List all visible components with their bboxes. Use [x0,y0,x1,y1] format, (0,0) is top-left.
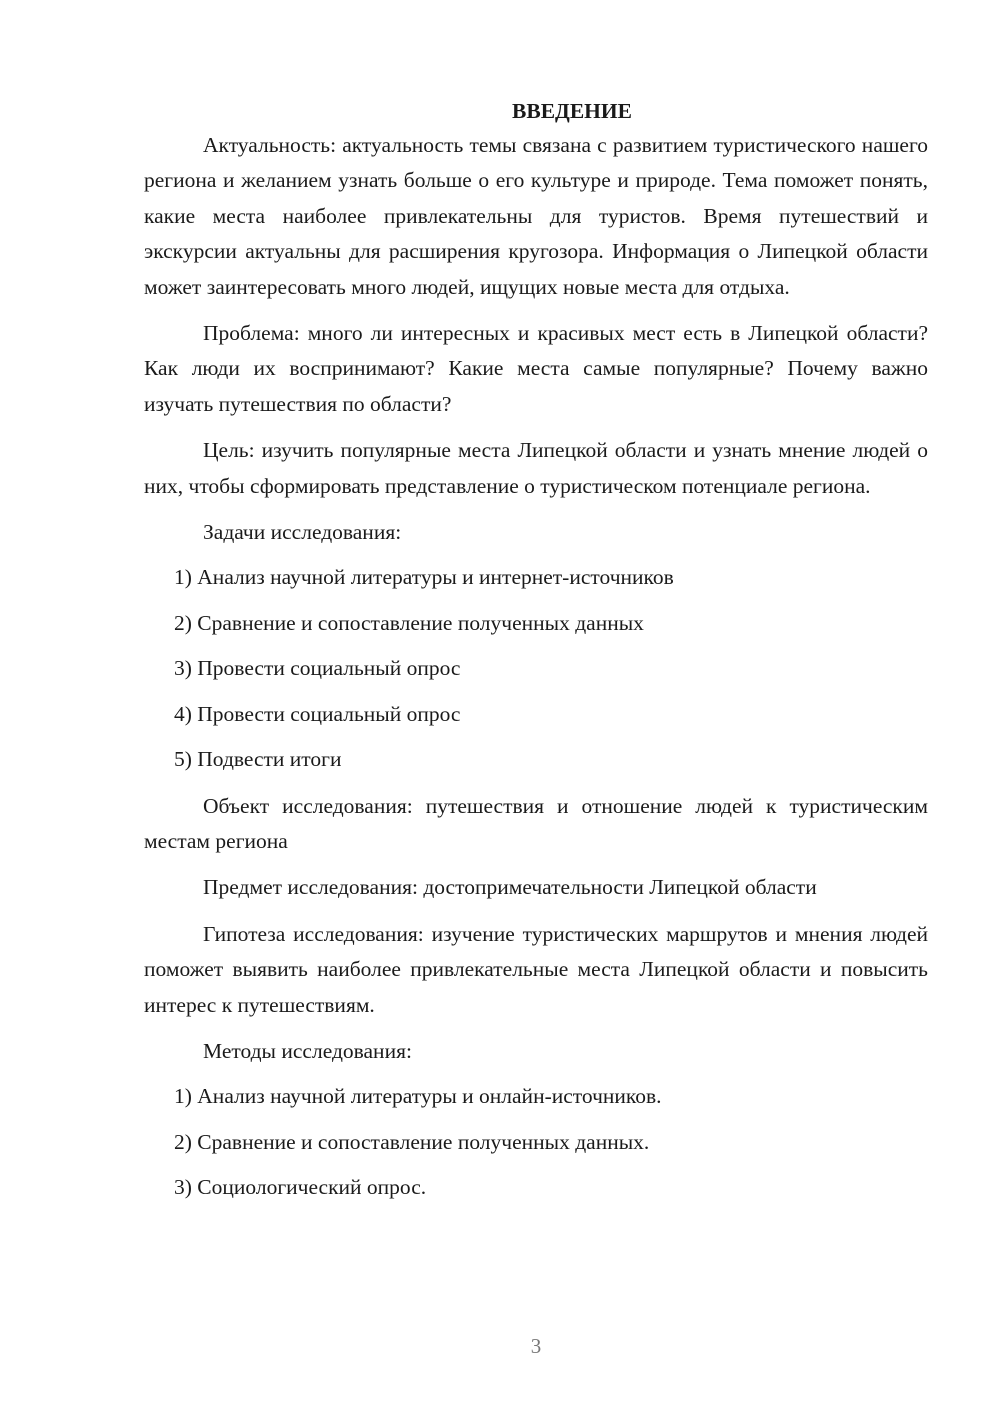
object-paragraph: Объект исследования: путешествия и отношение людей к туристическим местам региона [144,793,928,853]
methods-heading: Методы исследования: [203,1038,412,1063]
tasks-heading: Задачи исследования: [203,520,402,545]
task-item: 3) Провести социальный опрос [174,656,461,681]
page-number: 3 [530,1334,542,1358]
subject-paragraph: Предмет исследования: достопримечательности Липецкой области [203,875,817,900]
method-item: 1) Анализ научной литературы и онлайн-источников. [174,1084,662,1109]
document-title: ВВЕДЕНИЕ [512,99,632,123]
goal-paragraph: Цель: изучить популярные места Липецкой области и узнать мнение людей о них, чтобы сформировать представление о туристическом потенциале региона. [144,438,928,498]
task-item: 5) Подвести итоги [174,747,342,772]
document-page [144,94,928,1206]
task-item: 4) Провести социальный опрос [174,701,461,726]
task-item: 1) Анализ научной литературы и интернет-источников [174,565,674,590]
problem-paragraph: Проблема: много ли интересных и красивых мест есть в Липецкой области? Как люди их воспринимают? Какие места самые популярные? Почему важно изучать путешествия по области? [144,321,928,416]
method-item: 3) Социологический опрос. [174,1175,427,1200]
task-item: 2) Сравнение и сопоставление полученных данных [174,610,644,635]
hypothesis-paragraph: Гипотеза исследования: изучение туристических маршрутов и мнения людей поможет выявить наиболее привлекательные места Липецкой области и повысить интерес к путешествиям. [144,921,928,1017]
method-item: 2) Сравнение и сопоставление полученных данных. [174,1129,650,1154]
relevance-paragraph: Актуальность: актуальность темы связана с развитием туристического нашего региона и желанием узнать больше о его культуре и природе. Тема поможет понять, какие места наиболее привлекательны для туристов. Время путешествий и экскурсии актуальны для расширения кругозора. Информация о Липецкой области может заинтересовать много людей, ищущих новые места для отдыха. [144,133,928,299]
